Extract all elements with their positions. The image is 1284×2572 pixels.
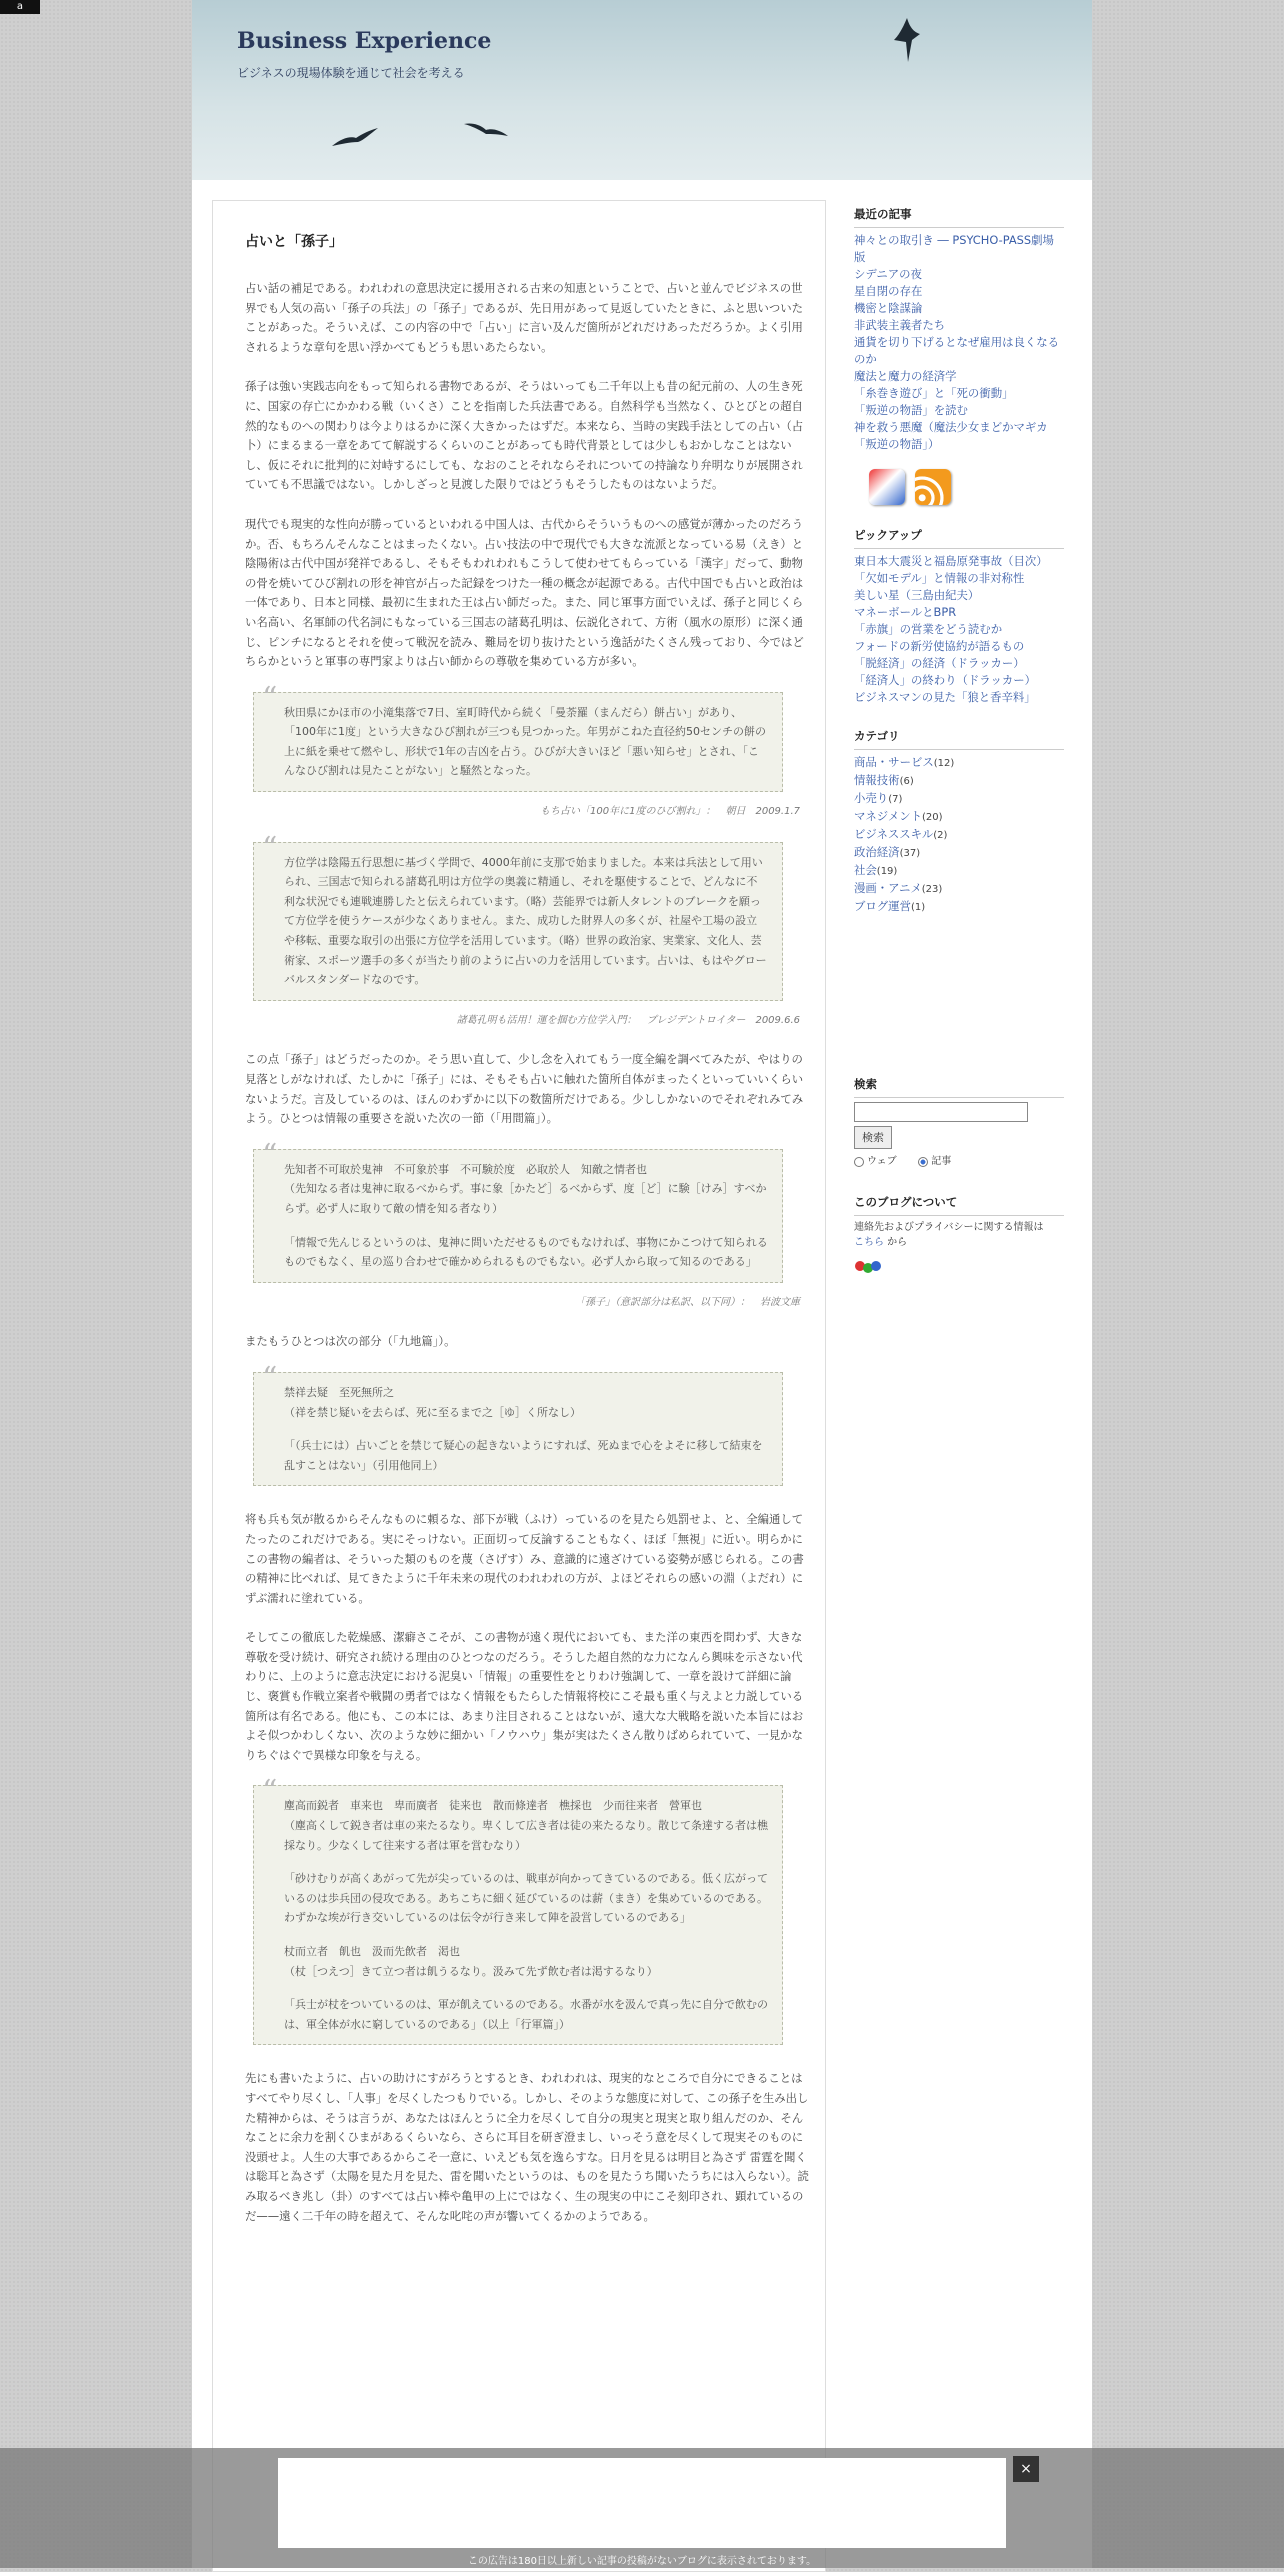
quote-line: 「兵士が杖をついているのは、軍が飢えているのである。水番が水を汲んで真っ先に自分で飲むのは、軍全体が水に窮しているのである」（以上「行軍篇」） <box>284 1998 768 2031</box>
bird-icon <box>464 120 508 138</box>
category-item <box>854 880 1064 898</box>
close-icon[interactable]: × <box>1013 2456 1039 2482</box>
quote-citation: もち占い「100年に1度のひび割れ」： 朝日 2009.1.7 <box>540 806 800 818</box>
quote-line: （先知なる者は鬼神に取るべからず。事に象［かたど］るべからず、度［ど］に験［けみ］すべからず。必ず人に取りて敵の情を知る者なり） <box>284 1182 767 1215</box>
quote-line: 「情報で先んじるというのは、鬼神に問いただせるものでもなければ、事物にかこつけて知られるものでもなく、星の巡り合わせで確かめられるものでもない。必ず人から取って知るのである」 <box>284 1235 768 1269</box>
post-paragraph: そしてこの徹底した乾燥感、潔癖さこそが、この書物が遠く現代においても、また洋の東西を問わず、大きな尊敬を受け続け、研究され続ける理由のひとつなのだろう。そうした超自然的な力になんら興味を示さない代わりに、上のように意志決定における泥臭い「情報」の重要性をとりわけ強調して、一章を設けて詳細に論じ、褒賞も作戦立案者や戦闘の勇者ではなく情報をもたらした情報将校にこそ最も重く与えよと力説している箇所は有名である。他にも、この本には、あまり注目されることはないが、遠大な大戦略を説いた本旨にはおよそ似つかわしくない、次のような妙に細かい「ノウハウ」集が実はたくさん散りばめられていて、一見かなりちぐはぐで異様な印象を与える。 <box>245 1630 804 1762</box>
post-title[interactable]: 占いと「孫子」 <box>245 234 343 250</box>
category-link[interactable]: 政治経済 <box>854 845 900 859</box>
category-item <box>854 826 1064 844</box>
radio-web[interactable] <box>854 1153 897 1170</box>
quote-text: 方位学は陰陽五行思想に基づく学問で、4000年前に支那で始まりました。本来は兵法として用いられ、三国志で知られる諸葛孔明は方位学の奥義に精通し、それを駆使することで、どんなに不利な状況でも連戦連勝したと伝えられています。（略）芸能界では新人タレントのブレークを願って方位学を使うケースが少なくありません。また、成功した財界人の多くが、社屋や工場の設立や移転、重要な取引の出張に方位学を活用しています。（略）世界の政治家、実業家、文化人、芸術家、スポーツ選手の多くが当たり前のように占いの力を活用しています。占いは、もはやグローバルスタンダードなのです。 <box>284 855 767 987</box>
recent-post-link[interactable]: 機密と陰謀論 <box>854 301 923 315</box>
blockquote <box>253 1137 783 1283</box>
ad-overlay <box>0 2448 1284 2568</box>
quote-text: 秋田県にかほ市の小滝集落で7日、室町時代から続く「曼荼羅（まんだら）餅占い」があり、「100年に1度」という大きなひび割れが三つも見つかった。年男がこねた直径約50センチの餅の上に紙を乗せて燃やし、形状で1年の吉凶を占う。ひびが大きいほど「悪い知らせ」とされ、「こんなひび割れは見たことがない」と騒然となった。 <box>284 705 766 778</box>
pickup-posts <box>854 527 1064 706</box>
radio-icon <box>854 1157 864 1167</box>
counter-icon[interactable] <box>854 1260 884 1274</box>
search-input[interactable] <box>854 1102 1028 1122</box>
quote-line: （杖［つえつ］きて立つ者は飢うるなり。汲みて先ず飲む者は渇するなり） <box>284 1964 658 1978</box>
category-count: (19) <box>876 866 898 877</box>
category-link[interactable]: 社会 <box>854 863 877 877</box>
recent-post-link[interactable]: 星自閉の存在 <box>854 284 923 298</box>
sidebar-heading: 検索 <box>854 1076 1064 1098</box>
category-item <box>854 808 1064 826</box>
quote-line: 「砂けむりが高くあがって先が尖っているのは、戦車が向かってきているのである。低く広がっているのは歩兵団の侵攻である。あちこちに細く延びているのは薪（まき）を集めているのである。わずかな埃が行き交いしているのは伝令が行き来して陣を設営しているのである」 <box>284 1872 768 1925</box>
quote-line: 禁祥去疑 至死無所之 <box>284 1385 394 1399</box>
category-count: (37) <box>899 848 921 859</box>
category-count: (7) <box>888 794 903 805</box>
category-item <box>854 754 1064 772</box>
site-title[interactable]: Business Experience <box>237 28 492 54</box>
quote-line: 「（兵士には）占いごとを禁じて疑心の起きないようにすれば、死ぬまで心をよそに移して結束を乱すことはない」（引用他同上） <box>284 1439 763 1472</box>
search-scope <box>854 1153 1064 1172</box>
about-widget <box>854 1194 1064 1279</box>
category-item <box>854 898 1064 916</box>
recent-post-link[interactable]: 非武装主義者たち <box>854 318 946 332</box>
sidebar-heading: ピックアップ <box>854 527 1064 549</box>
pickup-link[interactable]: 「欠如モデル」と情報の非対称性 <box>854 571 1025 585</box>
blockquote <box>253 680 783 792</box>
pickup-link[interactable]: 「脱経済」の経済（ドラッカー） <box>854 656 1025 670</box>
corner-badge: a <box>0 0 40 14</box>
pickup-link[interactable]: 美しい星（三島由紀夫） <box>854 588 980 602</box>
category-count: (20) <box>922 812 943 823</box>
quote-line: 塵高而鋭者 車来也 卑而廣者 徒来也 散而條達者 樵採也 少而往来者 營軍也 <box>284 1799 702 1813</box>
recent-post-link[interactable]: 「糸巻き遊び」と「死の衝動」 <box>854 386 1014 400</box>
bird-icon <box>332 126 378 148</box>
pickup-link[interactable]: 「赤旗」の営業をどう読むか <box>854 622 1003 636</box>
category-item <box>854 862 1064 880</box>
site-tagline: ビジネスの現場体験を通じて社会を考える <box>237 66 465 80</box>
category-link[interactable]: マネジメント <box>854 809 923 823</box>
sidebar <box>854 206 1064 1301</box>
about-text-block <box>854 1220 1064 1250</box>
recent-post-link[interactable]: 神々との取引き ― PSYCHO-PASS劇場版 <box>854 233 1054 264</box>
category-item <box>854 790 1064 808</box>
page-wrapper <box>192 0 1092 2568</box>
post-paragraph: この点「孫子」はどうだったのか。そう思い直して、少し念を入れてもう一度全編を調べてみたが、やはりの見落としがなければ、たしかに「孫子」には、そもそも占いに触れた箇所自体がまったくといっていいくらいないようだ。言及しているのは、ほんのわずかに以下の数箇所だけである。少ししかないのでそれぞれみてみよう。ひとつは情報の重要さを説いた次の一節（「用間篇」）。 <box>245 1052 804 1126</box>
quote-mark-icon: “ <box>262 680 278 716</box>
post-paragraph: またもうひとつは次の部分（「九地篇」）。 <box>245 1334 456 1349</box>
category-count: (23) <box>921 884 943 895</box>
quote-citation: 「孫子」（意訳部分は私訳、以下同）： 岩波文庫 <box>575 1296 800 1308</box>
pickup-link[interactable]: マネーボールとBPR <box>854 605 957 619</box>
bookmark-icon[interactable] <box>869 469 905 505</box>
recent-post-link[interactable]: シデニアの夜 <box>854 267 922 281</box>
blockquote <box>253 1360 783 1486</box>
quote-citation: 諸葛孔明も活用！運を掴む方位学入門： プレジデントロイター 2009.6.6 <box>456 1014 800 1026</box>
category-item <box>854 844 1064 862</box>
category-count: (6) <box>899 776 914 787</box>
post-paragraph: 現代でも現実的な性向が勝っているといわれる中国人は、古代からそういうものへの感覚が薄かったのだろうか。否、もちろんそんなことはまったくない。占い技法の中で現代でも大きな流派となっている易（えき）と陰陽術は古代中国が発祥であるし、そもそもわれわれもこうして使わせてもらっている「漢字」だって、動物の骨を焼いてひび割れの形を神官が占った記録をつけた一種の概念が起源である。古代中国でも占いと政治は一体であり、日本と同様、最初に生まれた王は占い師だった。また、同じ軍事方面でいえば、孫子と同じくらい名高い、名軍師の代名詞にもなっている三国志の諸葛孔明は、伝説化されて、方術（風水の原形）に深く通じ、ピンチになるとそれを使って戦況を読み、難局を切り抜けたという逸話がたくさん残っており、今ではどちらかというと軍事の専門家よりは占い師からの尊敬を集めている方が多い。 <box>245 516 804 669</box>
category-link[interactable]: ビジネススキル <box>854 827 934 841</box>
about-link[interactable]: こちら <box>854 1236 884 1248</box>
pickup-link[interactable]: フォードの新労使協約が語るもの <box>854 639 1025 653</box>
category-link[interactable]: 小売り <box>854 791 889 805</box>
pickup-link[interactable]: 「経済人」の終わり（ドラッカー） <box>854 673 1037 687</box>
category-count: (12) <box>933 758 955 769</box>
sidebar-heading: このブログについて <box>854 1194 1064 1216</box>
category-link[interactable]: 漫画・アニメ <box>854 881 922 895</box>
post-paragraph: 先にも書いたように、占いの助けにすがろうとするとき、われわれは、現実的なところで自分にできることはすべてやり尽くし、「人事」を尽くしたつもりでいる。しかし、そのような態度に対して、この孫子を生み出した精神からは、そうは言うが、あなたはほんとうに全力を尽くして自分の現実と現実と取り組んだのか、そんなことに余力を割くひまがあるくらいなら、さらに耳目を研ぎ澄まし、いっそう意を尽くして現実そのものに没頭せよ。人生の大事であるからこそ一意に、いえども気を逸らすな。日月を見るは明目と為さず 雷霆を聞くは聡耳と為さず（太陽を見た月を見た、雷を聞いたというのは、ものを見たうち聞いたうちには入らない）。読み取るべき兆し（卦）のすべては占い棒や亀甲の上にではなく、生の現実の中にこそ刻印され、顕れているのだ——遠く二千年の時を超えて、そんな叱咤の声が響いてくるかのようである。 <box>245 2071 809 2223</box>
category-link[interactable]: ブログ運営 <box>854 899 911 913</box>
bird-icon <box>892 18 922 62</box>
quote-mark-icon: “ <box>262 830 278 866</box>
feed-icons <box>869 469 1064 505</box>
search-widget <box>854 1076 1064 1172</box>
quote-line: 先知者不可取於鬼神 不可象於事 不可験於度 必取於人 知敵之情者也 <box>284 1162 647 1176</box>
rss-icon[interactable] <box>915 469 951 505</box>
category-count: (2) <box>933 830 948 841</box>
radio-label: ウェブ <box>867 1156 897 1167</box>
recent-post-link[interactable]: 通貨を切り下げるとなぜ雇用は良くなるのか <box>854 335 1060 366</box>
blockquote <box>253 830 783 1001</box>
recent-posts <box>854 206 1064 505</box>
site-header <box>192 0 1092 180</box>
sidebar-heading: 最近の記事 <box>854 206 1064 228</box>
radio-label: 記事 <box>931 1156 952 1167</box>
category-count: (1) <box>910 902 926 913</box>
quote-mark-icon: “ <box>262 1774 278 1810</box>
pickup-link[interactable]: ビジネスマンの見た「狼と香辛料」 <box>854 690 1036 704</box>
radio-selected-icon <box>918 1157 928 1167</box>
category-link[interactable]: 商品・サービス <box>854 755 934 769</box>
radio-post[interactable] <box>918 1153 951 1170</box>
post-paragraph: 将も兵も気が散るからそんなものに頼るな、部下が戦（ふけ）っているのを見たら処罰せよ、と、全編通してたったのこれだけである。実にそっけない。正面切って反論することもなく、ほぼ「無視」に近い。明らかにこの書物の編者は、そういった類のものを蔑（さげす）み、意識的に遠ざけている姿勢が感じられる。この書の精神に比べれば、見てきたように千年未来の現代のわれわれの方が、よほどそれらの感いの淵（よだれ）にずぶ濡れに塗れている。 <box>245 1512 804 1605</box>
post-body <box>245 279 810 2246</box>
category-item <box>854 772 1064 790</box>
categories <box>854 728 1064 916</box>
post-paragraph: 孫子は強い実践志向をもって知られる書物であるが、そうはいっても二千年以上も昔の紀元前の、人の生き死に、国家の存亡にかかわる戦（いくさ）ことを指南した兵法書である。自然科学も当然なく、ひとびとの超自然的なものへの関わりは今よりはるかに深く大きかったはずだ。本来なら、当時の実践手法としての占い（占卜）にまるまる一章をあてて解説するくらいのことがあっても時代背景としては少しもおかしなことはないし、仮にそれに批判的に対峙するにしても、なおのことそれならそれについての持論なり弁明なりが展開されていても不思議ではない。しかしざっと見渡した限りではどうもそうしたものはないようだ。 <box>245 379 804 492</box>
category-link[interactable]: 情報技術 <box>854 773 900 787</box>
search-button[interactable]: 検索 <box>854 1126 892 1149</box>
quote-line: （祥を禁じ疑いを去らば、死に至るまで之［ゆ］く所なし） <box>284 1405 581 1419</box>
blockquote <box>253 1774 783 2045</box>
recent-post-link[interactable]: 「叛逆の物語」を読む <box>854 403 968 417</box>
sidebar-heading: カテゴリ <box>854 728 1064 750</box>
post-paragraph: 占い話の補足である。われわれの意思決定に援用される古来の知恵ということで、占いと並んでビジネスの世界でも人気の高い「孫子の兵法」の「孫子」であるが、先日用があって見返していたときに、ふと思いついたことがあった。そういえば、この内容の中で「占い」に言い及んだ箇所がどれだけあっただろうか。よく引用されるような章句を思い浮かべてもどうも思いあたらない。 <box>245 281 804 354</box>
quote-line: 杖而立者 飢也 汲而先飲者 渇也 <box>284 1945 460 1958</box>
ad-note: この広告は180日以上新しい記事の投稿がないブログに表示されております。 <box>467 2556 817 2567</box>
about-text: 連絡先およびプライバシーに関する情報は <box>854 1221 1044 1233</box>
about-tail: から <box>884 1236 908 1248</box>
quote-mark-icon: “ <box>262 1360 278 1396</box>
quote-line: （塵高くして鋭き者は車の来たるなり。卑くして広き者は徒の来たるなり。散じて条達する者は樵採なり。少なくして往来する者は軍を営むなり） <box>284 1819 768 1852</box>
ad-banner[interactable] <box>278 2458 1006 2548</box>
main-content <box>212 200 826 2572</box>
recent-post-link[interactable]: 神を救う悪魔（魔法少女まどかマギカ「叛逆の物語」） <box>854 420 1048 451</box>
pickup-link[interactable]: 東日本大震災と福島原発事故（目次） <box>854 554 1048 568</box>
recent-post-link[interactable]: 魔法と魔力の経済学 <box>854 369 957 383</box>
quote-mark-icon: “ <box>262 1137 278 1173</box>
